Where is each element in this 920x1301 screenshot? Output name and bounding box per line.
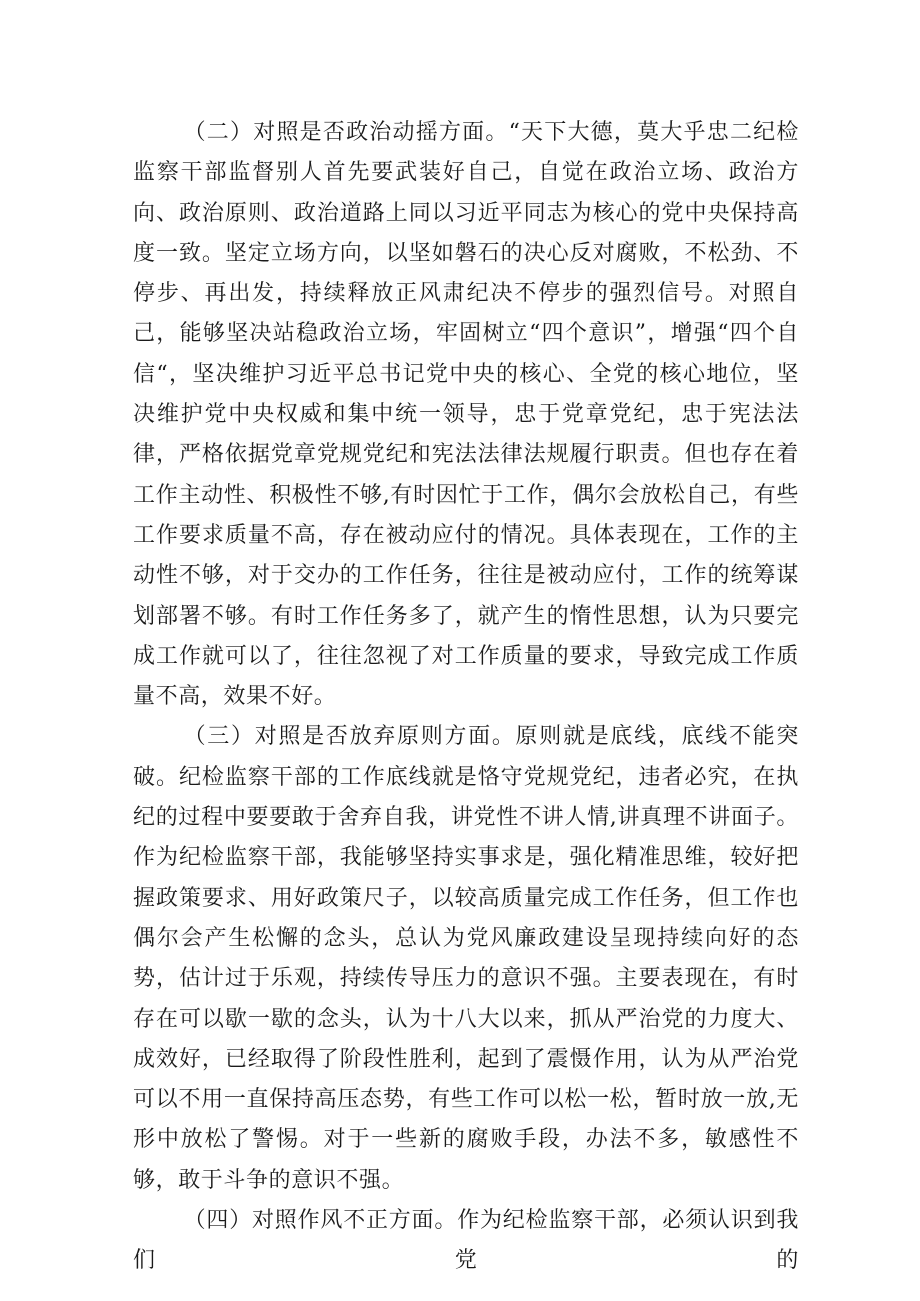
document-body <box>133 113 799 1282</box>
paragraph-section-4: （四）对照作风不正方面。作为纪检监察干部，必须认识到我们党的 <box>133 1208 799 1274</box>
paragraph-section-2: （二）对照是否政治动摇方面。“天下大德，莫大乎忠二纪检监察干部监督别人首先要武装好自己，自觉在政治立场、政治方向、政治原则、政治道路上同以习近平同志为核心的党中央保持高度一致。坚定立场方向，以坚如磐石的决心反对腐败，不松劲、不停步、再出发，持续释放正风肃纪决不停步的强烈信号。对照自己，能够坚决站稳政治立场，牢固树立“四个意识”，增强“四个自信“，坚决维护习近平总书记党中央的核心、全党的核心地位，坚决维护党中央权威和集中统一领导，忠于党章党纪，忠于宪法法律，严格依据党章党规党纪和宪法法律法规履行职责。但也存在着工作主动性、积极性不够,有时因忙于工作，偶尔会放松自己，有些工作要求质量不高，存在被动应付的情况。具体表现在，工作的主动性不够，对于交办的工作任务，往往是被动应付，工作的统筹谋划部署不够。有时工作任务多了，就产生的惰性思想，认为只要完成工作就可以了，往往忽视了对工作质量的要求，导致完成工作质量不高，效果不好。 <box>133 120 799 710</box>
paragraph-section-3: （三）对照是否放弃原则方面。原则就是底线，底线不能突破。纪检监察干部的工作底线就是恪守党规党纪，违者必究，在执纪的过程中要要敢于舍弃自我，讲党性不讲人情,讲真理不讲面子。作为纪检监察干部，我能够坚持实事求是，强化精准思维，较好把握政策要求、用好政策尺子，以较高质量完成工作任务，但工作也偶尔会产生松懈的念头，总认为党风廉政建设呈现持续向好的态势，估计过于乐观，持续传导压力的意识不强。主要表现在，有时存在可以歇一歇的念头，认为十八大以来，抓从严治党的力度大、成效好，已经取得了阶段性胜利，起到了震慑作用，认为从严治党可以不用一直保持高压态势，有些工作可以松一松，暂时放一放,无形中放松了警惕。对于一些新的腐败手段，办法不多，敏感性不够，敢于斗争的意识不强。 <box>133 724 799 1193</box>
